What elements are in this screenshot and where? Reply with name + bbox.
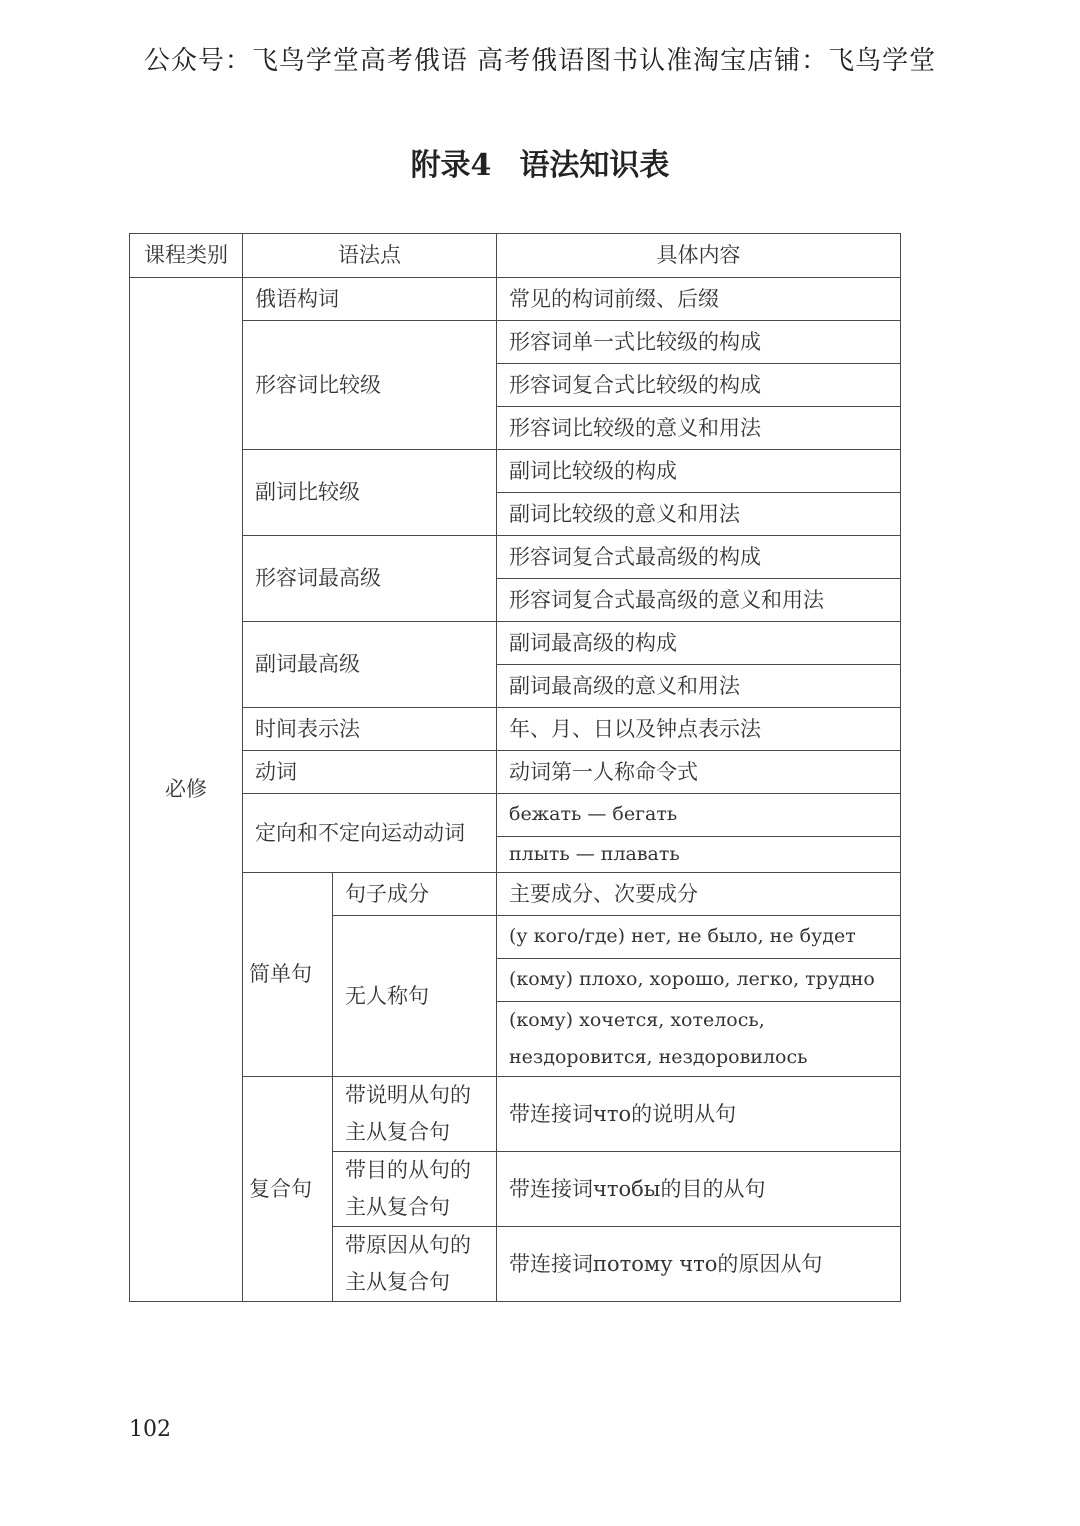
grammar-point: 形容词最高级 <box>243 536 497 622</box>
grammar-point: 俄语构词 <box>243 278 497 321</box>
content-cell: 主要成分、次要成分 <box>497 873 901 916</box>
content-cell: 副词比较级的构成 <box>497 450 901 493</box>
appendix-name: 语法知识表 <box>519 148 670 183</box>
grammar-table <box>129 233 901 1302</box>
sub-point-line: 主从复合句 <box>345 1120 450 1144</box>
content-cell: 带连接词потому что的原因从句 <box>497 1227 901 1302</box>
content-cell: 形容词单一式比较级的构成 <box>497 321 901 364</box>
content-cell <box>497 1002 901 1077</box>
content-cell: плыть — плавать <box>497 837 901 873</box>
sub-point <box>333 1077 497 1152</box>
sub-point-line: 带目的从句的 <box>345 1158 471 1182</box>
content-cell: 副词比较级的意义和用法 <box>497 493 901 536</box>
content-cell: 年、月、日以及钟点表示法 <box>497 708 901 751</box>
page-header: 公众号：飞鸟学堂高考俄语 高考俄语图书认准淘宝店铺：飞鸟学堂 <box>143 46 937 76</box>
content-cell: 副词最高级的构成 <box>497 622 901 665</box>
appendix-number: 附录4 <box>410 148 492 183</box>
header-grammar-point: 语法点 <box>243 234 497 278</box>
sub-point <box>333 1227 497 1302</box>
content-cell: 带连接词чтобы的目的从句 <box>497 1152 901 1227</box>
sub-point-line: 带原因从句的 <box>345 1233 471 1257</box>
content-cell: 常见的构词前缀、后缀 <box>497 278 901 321</box>
sub-point-line: 主从复合句 <box>345 1195 450 1219</box>
content-cell: 形容词复合式最高级的意义和用法 <box>497 579 901 622</box>
content-cell: 带连接词что的说明从句 <box>497 1077 901 1152</box>
grammar-point-simple-sentence: 简单句 <box>243 873 333 1077</box>
content-cell: 形容词比较级的意义和用法 <box>497 407 901 450</box>
header-category: 课程类别 <box>130 234 243 278</box>
content-cell: 动词第一人称命令式 <box>497 751 901 794</box>
grammar-point: 动词 <box>243 751 497 794</box>
header-content: 具体内容 <box>497 234 901 278</box>
content-cell: (кому) плохо, хорошо, легко, трудно <box>497 959 901 1002</box>
sub-point: 无人称句 <box>333 916 497 1077</box>
content-cell: 副词最高级的意义和用法 <box>497 665 901 708</box>
content-cell: (у кого/где) нет, не было, не будет <box>497 916 901 959</box>
content-cell: бежать — бегать <box>497 794 901 837</box>
grammar-point: 副词比较级 <box>243 450 497 536</box>
grammar-point: 时间表示法 <box>243 708 497 751</box>
category-cell: 必修 <box>130 278 243 1302</box>
content-line: нездоровится, нездоровилось <box>509 1046 808 1068</box>
grammar-point: 形容词比较级 <box>243 321 497 450</box>
content-cell: 形容词复合式比较级的构成 <box>497 364 901 407</box>
page-number: 102 <box>129 1417 171 1442</box>
sub-point-line: 主从复合句 <box>345 1270 450 1294</box>
sub-point: 句子成分 <box>333 873 497 916</box>
content-cell: 形容词复合式最高级的构成 <box>497 536 901 579</box>
sub-point <box>333 1152 497 1227</box>
grammar-point: 定向和不定向运动动词 <box>243 794 497 873</box>
sub-point-line: 带说明从句的 <box>345 1083 471 1107</box>
content-line: (кому) хочется, хотелось, <box>509 1009 765 1031</box>
grammar-point-complex-sentence: 复合句 <box>243 1077 333 1302</box>
grammar-point: 副词最高级 <box>243 622 497 708</box>
page-title <box>0 140 1080 184</box>
